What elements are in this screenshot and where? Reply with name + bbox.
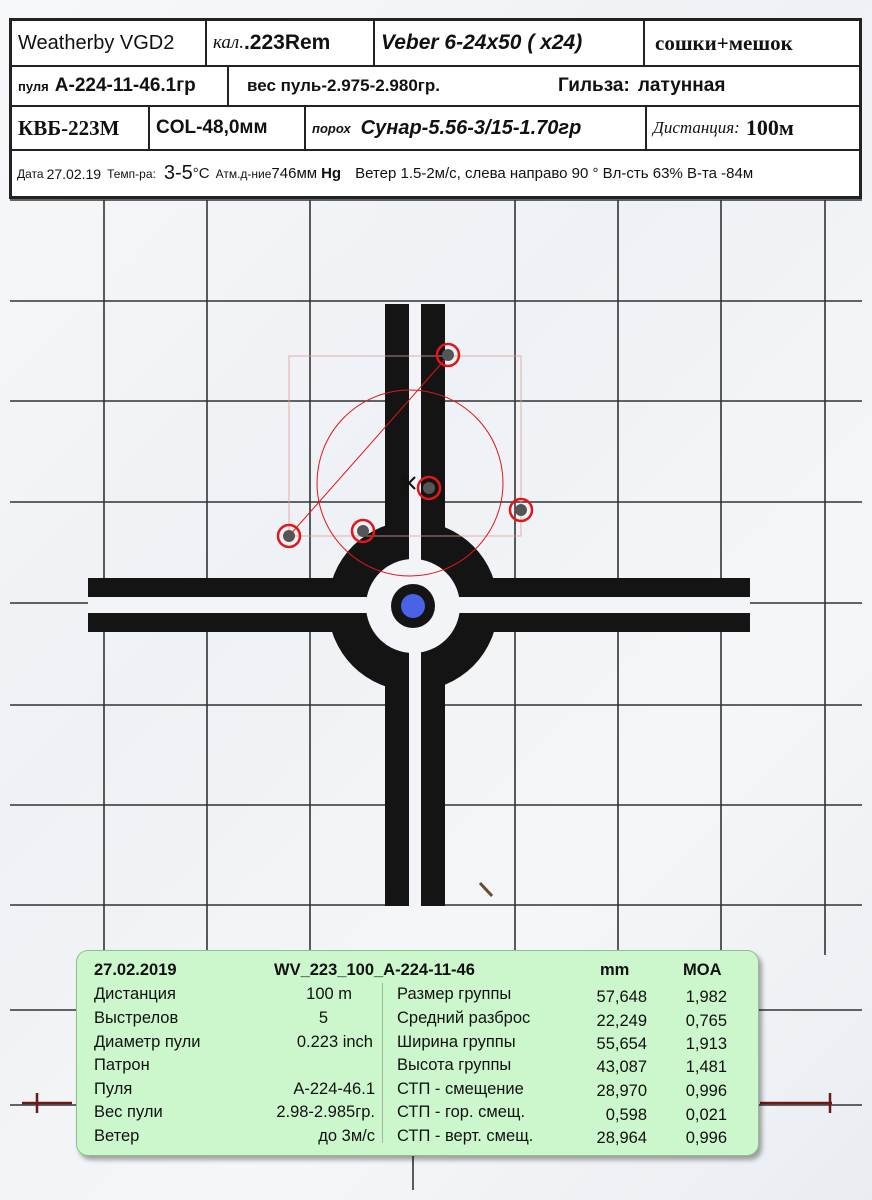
stat-label: Размер группы [397,985,512,1003]
primer-text: КВБ-223М [18,115,120,140]
param-value: 0.223 inch [296,1033,373,1051]
bullet-weight: вес пуль-2.975-2.980гр. [247,76,440,95]
info-col-mm: mm [600,961,630,979]
param-label: Диаметр пули [94,1033,201,1051]
center-dot [401,594,425,618]
date-value: 27.02.19 [46,165,102,182]
support-text: сошки+мешок [655,30,793,55]
stat-mm: 28,964 [596,1129,647,1147]
pressure-unit: Hg [321,165,342,182]
stat-mm: 0,598 [605,1106,647,1124]
date-label: Дата [17,166,44,181]
param-label: Вес пули [94,1103,163,1121]
info-code: WV_223_100_A-224-11-46 [274,961,475,979]
rifle-name: Weatherby VGD2 [18,31,175,54]
bullet-value: А-224-11-46.1гр [54,75,196,96]
distance-value: 100м [745,115,794,140]
stat-mm: 43,087 [596,1058,647,1076]
param-label: Ветер [94,1127,140,1145]
param-label: Дистанция [94,985,176,1003]
stat-moa: 0,021 [685,1106,727,1124]
caliber-value: .223Rem [243,31,331,54]
temp-value: 3-5 [163,162,193,184]
aiming-reticle [88,304,750,906]
powder-value: Сунар-5.56-3/15-1.70гр [360,116,582,139]
param-label: Патрон [94,1056,150,1074]
info-col-moa: MOA [683,961,722,979]
stat-label: СТП - верт. смещ. [397,1127,534,1145]
stat-moa: 1,481 [685,1058,727,1076]
param-value: до 3м/с [318,1127,375,1145]
stat-moa: 1,913 [685,1035,727,1053]
param-value: 5 [318,1009,328,1027]
small-debris [480,883,492,896]
param-label: Пуля [94,1080,133,1098]
param-label: Выстрелов [94,1009,179,1027]
stat-label: СТП - гор. смещ. [397,1103,526,1121]
stat-label: Средний разброс [397,1009,531,1027]
info-date: 27.02.2019 [94,961,177,979]
powder-prefix: порох [312,120,351,136]
group-statistics-panel [76,950,759,1156]
distance-label: Дистанция: [653,118,740,137]
stat-moa: 0,996 [685,1129,727,1147]
weather-text: Ветер 1.5-2м/с, слева направо 90 ° Вл-сть 63% В-та -84м [355,165,754,182]
stat-mm: 28,970 [596,1082,647,1100]
pressure-label: Атм.д-ние [215,166,272,181]
scope-name: Veber 6-24x50 ( x24) [381,31,583,54]
case-label: Гильза: [557,75,630,96]
info-divider [382,983,383,1143]
caliber-prefix: кал. [213,32,244,53]
temp-unit: °C [192,165,210,182]
param-value: 100 m [306,985,352,1003]
stat-label: Ширина группы [397,1033,516,1051]
stat-moa: 1,982 [685,988,727,1006]
param-value: А-224-46.1 [293,1080,375,1098]
case-value: латунная [637,75,726,96]
stat-mm: 55,654 [596,1035,647,1053]
col-text: COL-48,0мм [156,117,268,138]
stat-label: СТП - смещение [397,1080,524,1098]
stat-label: Высота группы [397,1056,512,1074]
pressure-value: 746мм [271,165,318,182]
stat-moa: 0,996 [685,1082,727,1100]
stat-mm: 22,249 [596,1012,647,1030]
temp-label: Темп-ра: [107,166,156,181]
param-value: 2.98-2.985гр. [276,1103,375,1121]
stat-mm: 57,648 [596,988,647,1006]
bullet-prefix: пуля [18,78,49,94]
stat-moa: 0,765 [685,1012,727,1030]
